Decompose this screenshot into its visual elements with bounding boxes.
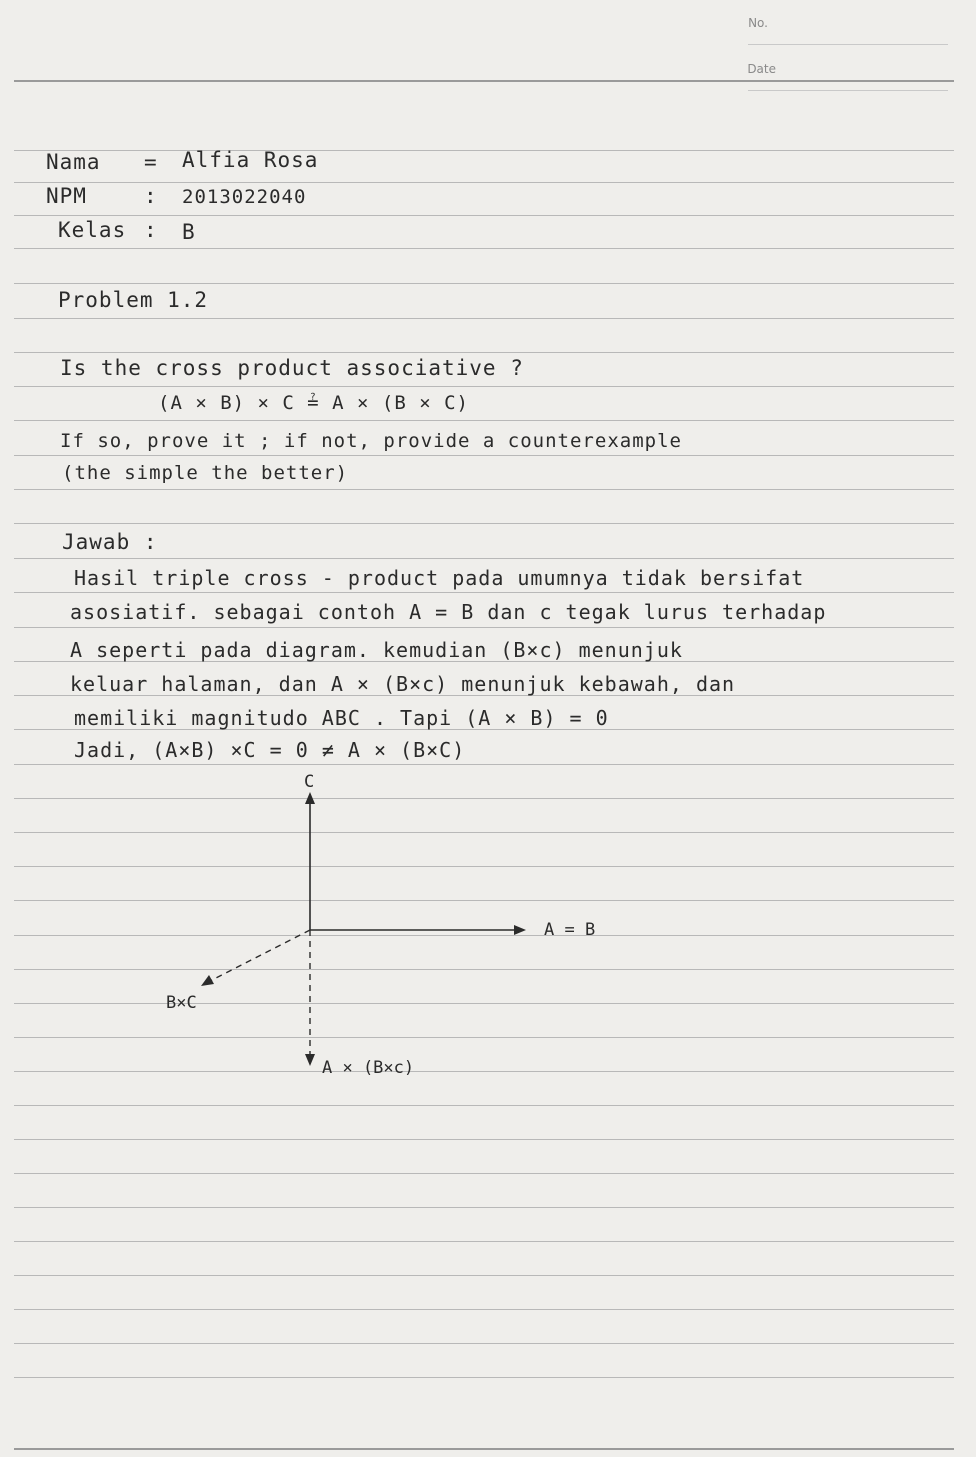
kelas-separator: : xyxy=(144,218,158,242)
nama-separator: = xyxy=(144,150,158,174)
answer-line: A seperti pada diagram. kemudian (B×c) menunjuk xyxy=(70,638,683,662)
ab-axis-arrowhead xyxy=(514,925,526,935)
problem-title: Problem 1.2 xyxy=(58,288,209,312)
nama-label: Nama xyxy=(46,150,101,174)
npm-separator: : xyxy=(144,184,158,208)
bxc-axis-arrowhead xyxy=(201,975,214,986)
no-label: No. xyxy=(748,16,768,30)
problem-question: Is the cross product associative ? xyxy=(60,356,524,380)
answer-line: memiliki magnitudo ABC . Tapi (A × B) = 0 xyxy=(74,706,609,730)
c-axis-arrowhead xyxy=(305,792,315,804)
axbxc-axis-arrowhead xyxy=(305,1054,315,1066)
problem-equation: (A × B) × C ≟ A × (B × C) xyxy=(158,392,469,414)
npm-label: NPM xyxy=(46,184,87,208)
answer-line: keluar halaman, dan A × (B×c) menunjuk kebawah, dan xyxy=(70,672,736,696)
bxc-axis-line xyxy=(208,930,310,982)
kelas-value: B xyxy=(182,220,196,244)
diagram-label-a-equals-b: A = B xyxy=(544,920,596,940)
nama-value: Alfia Rosa xyxy=(182,148,319,172)
answer-line: Hasil triple cross - product pada umumnya tidak bersifat xyxy=(74,566,805,590)
problem-instruction-1: If so, prove it ; if not, provide a counterexample xyxy=(60,430,682,452)
kelas-label: Kelas xyxy=(58,218,127,242)
answer-line: asosiatif. sebagai contoh A = B dan c tegak lurus terhadap xyxy=(70,600,827,624)
date-label: Date xyxy=(747,62,776,76)
answer-heading: Jawab : xyxy=(62,530,158,554)
diagram-label-c: C xyxy=(304,772,315,792)
problem-instruction-2: (the simple the better) xyxy=(62,462,349,484)
diagram-label-bxc: B×C xyxy=(166,993,197,1013)
diagram-label-axbxc: A × (B×c) xyxy=(322,1058,415,1078)
answer-line: Jadi, (A×B) ×C = 0 ≠ A × (B×C) xyxy=(74,738,466,762)
npm-value: 2013022040 xyxy=(182,186,307,208)
